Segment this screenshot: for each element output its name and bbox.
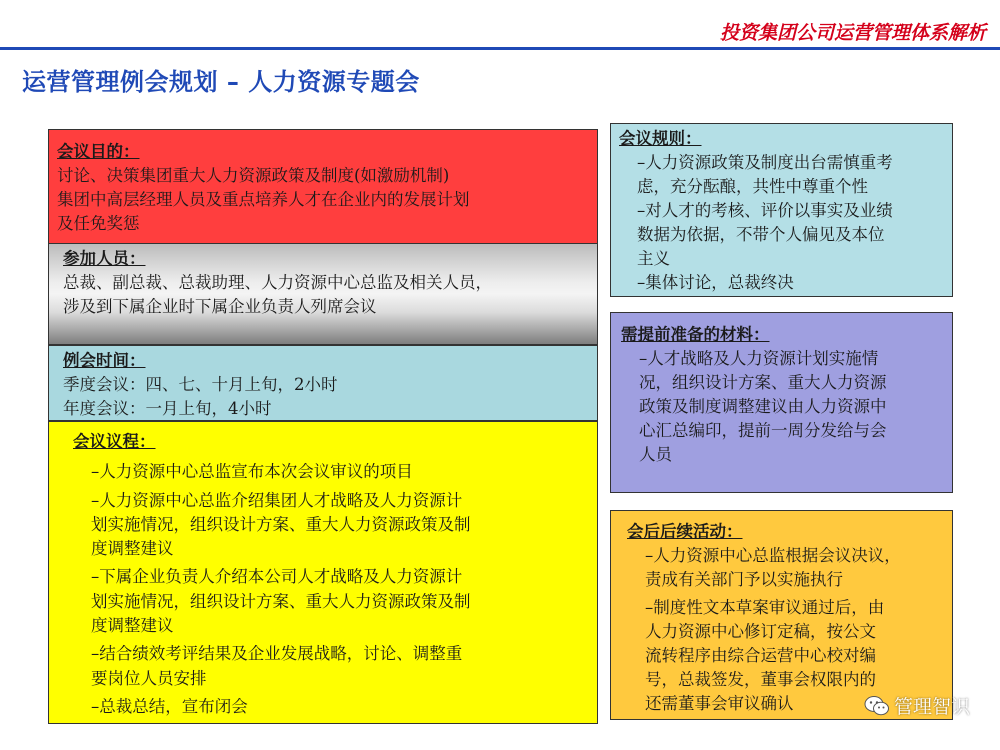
text-line: –人力资源中心总监宣布本次会议审议的项目 <box>91 462 413 482</box>
text-line: 涉及到下属企业时下属企业负责人列席会议 <box>63 297 377 316</box>
text-line: 政策及制度调整建议由人力资源中 <box>639 397 887 416</box>
text-line: 季度会议：四、七、十月上旬，2小时 <box>63 375 338 394</box>
text-line: –下属企业负责人介绍本公司人才战略及人力资源计 <box>91 567 463 587</box>
text-line: –人力资源中心总监介绍集团人才战略及人力资源计 <box>91 490 463 510</box>
text-line: –人力资源中心总监根据会议决议， <box>645 546 901 565</box>
wechat-icon <box>864 695 890 717</box>
text-line: 讨论、决策集团重大人力资源政策及制度(如激励机制) <box>57 166 450 185</box>
purpose-body <box>57 164 587 236</box>
text-line: 心汇总编印，提前一周分发给与会 <box>639 421 887 440</box>
rules-heading: 会议规则： <box>619 129 702 148</box>
materials-heading: 需提前准备的材料： <box>621 325 770 344</box>
text-line: –人力资源政策及制度出台需慎重考 <box>637 153 893 172</box>
followup-box <box>610 510 953 720</box>
brand-title: 投资集团公司运营管理体系解析 <box>719 22 986 44</box>
text-line: –总裁总结，宣布闭会 <box>91 696 248 716</box>
text-line: 划实施情况，组织设计方案、重大人力资源政策及制 <box>91 514 471 534</box>
agenda-heading: 会议议程： <box>73 432 156 451</box>
attendees-heading: 参加人员： <box>63 249 146 268</box>
meeting-rules-box <box>610 123 953 297</box>
text-line: 及任免奖惩 <box>57 214 140 233</box>
meeting-agenda-box <box>48 421 598 724</box>
meeting-purpose-box <box>48 129 598 244</box>
meeting-schedule-box <box>48 345 598 421</box>
text-line: 人力资源中心修订定稿，按公文 <box>645 622 876 641</box>
list-item <box>73 642 587 691</box>
text-line: 集团中高层经理人员及重点培养人才在企业内的发展计划 <box>57 190 470 209</box>
rules-body <box>619 151 946 295</box>
purpose-heading: 会议目的： <box>57 142 140 161</box>
materials-body <box>621 347 946 467</box>
agenda-items <box>73 460 587 719</box>
page-title: 运营管理例会规划 – 人力资源专题会 <box>22 68 420 96</box>
schedule-body <box>63 373 587 421</box>
list-item <box>73 695 587 719</box>
watermark-text: 管理智识 <box>893 696 970 718</box>
text-line: 划实施情况，组织设计方案、重大人力资源政策及制 <box>91 591 471 611</box>
text-line: 度调整建议 <box>91 539 174 559</box>
list-item <box>73 489 587 562</box>
list-item <box>73 460 587 484</box>
text-line: –对人才的考核、评价以事实及业绩 <box>637 201 893 220</box>
text-line: 总裁、副总裁、总裁助理、人力资源中心总监及相关人员， <box>63 273 492 292</box>
text-line: –集体讨论，总裁终决 <box>637 273 794 292</box>
text-line: –制度性文本草案审议通过后，由 <box>645 598 885 617</box>
text-line: 责成有关部门予以实施执行 <box>645 570 843 589</box>
text-line: 主义 <box>637 249 670 268</box>
text-line: –结合绩效考评结果及企业发展战略，讨论、调整重 <box>91 644 463 664</box>
list-item <box>73 565 587 638</box>
text-line: 年度会议：一月上旬，4小时 <box>63 399 272 418</box>
followup-items <box>627 544 946 716</box>
list-item <box>627 544 946 592</box>
header-rule <box>0 47 1000 50</box>
text-line: 况，组织设计方案、重大人力资源 <box>639 373 887 392</box>
text-line: 还需董事会审议确认 <box>645 694 794 713</box>
schedule-heading: 例会时间： <box>63 351 146 370</box>
materials-box <box>610 312 953 493</box>
text-line: 号，总裁签发，董事会权限内的 <box>645 670 876 689</box>
text-line: 流转程序由综合运营中心校对编 <box>645 646 876 665</box>
text-line: 数据为依据，不带个人偏见及本位 <box>637 225 885 244</box>
attendees-body <box>63 271 587 319</box>
text-line: 度调整建议 <box>91 616 174 636</box>
text-line: 要岗位人员安排 <box>91 668 207 688</box>
watermark <box>864 692 970 719</box>
attendees-box <box>48 243 598 345</box>
text-line: 人员 <box>639 445 672 464</box>
text-line: 虑，充分酝酿，共性中尊重个性 <box>637 177 868 196</box>
text-line: –人才战略及人力资源计划实施情 <box>639 349 879 368</box>
followup-heading: 会后后续活动： <box>627 522 743 541</box>
